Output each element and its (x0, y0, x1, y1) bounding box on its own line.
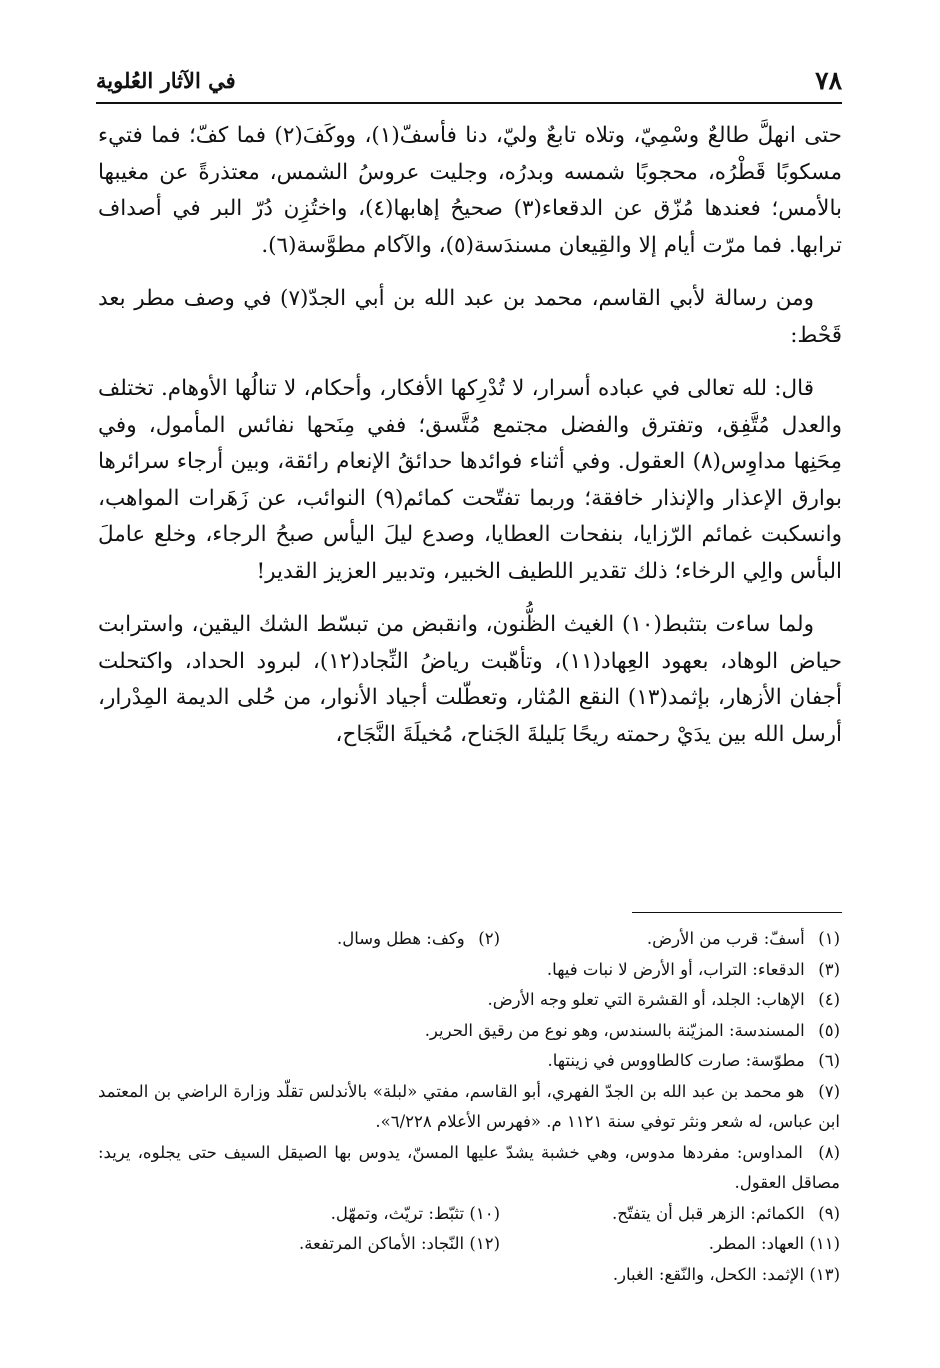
footnote-row (98, 1016, 840, 1047)
footnote-number: (٦) (818, 1051, 840, 1070)
footnote-number: (٣) (818, 959, 840, 979)
footnote-number: (١٢) (469, 1234, 500, 1253)
footnote-row (98, 1229, 840, 1260)
paragraph-3: قال: لله تعالى في عباده أسرار، لا تُدْرِكها الأفكار، وأحكام، لا تنالُها الأوهام. تختلف والعدل مُتَّفِق، وتفترق والفضل مجتمع مُتَّسق؛ ففي مِنَحها نفائس المأمول، وفي مِحَنِها مداوِس(٨) العقول. وفي أثناء فوائدها حدائقُ الإنعام رائقة، وبين أرجاء سرائرها بوارق الإعذار والإنذار خافقة؛ وربما تفتّحت كمائم(٩) النوائب، عن زَهَرات المواهب، وانسكبت غمائم الرّزايا، بنفحات العطايا، وصدع ليلَ اليأس صبحُ الرجاء، وخلع عاملَ البأس والِي الرخاء؛ ذلك تقدير اللطيف الخبير، وتدبير العزيز القدير! (98, 376, 842, 584)
footnote-separator (632, 912, 842, 913)
main-text (98, 118, 842, 753)
footnote-number: (٨) (818, 1142, 841, 1162)
footnote-row (98, 1046, 840, 1077)
footnote-row (98, 985, 840, 1016)
footnote-row (98, 955, 840, 986)
footnote-10 (98, 1199, 500, 1230)
footnote-8 (98, 1138, 840, 1199)
footnote-row (98, 924, 840, 955)
footnote-number: (٧) (818, 1081, 841, 1101)
footnote-6 (98, 1046, 840, 1077)
running-title: في الآثار العُلوية (96, 68, 236, 93)
footnote-number: (٢) (478, 929, 500, 948)
footnote-text: وكف: هطل وسال. (337, 929, 465, 948)
footnote-1 (500, 924, 840, 955)
footnote-row (98, 1077, 840, 1138)
footnote-number: (٤) (818, 990, 840, 1009)
page-header (96, 58, 842, 104)
footnote-text: مطوّسة: صارت كالطاووس في زينتها. (547, 1051, 805, 1070)
footnotes (98, 924, 840, 1290)
footnote-number: (١) (818, 929, 840, 948)
footnote-text: المسندسة: المزيّنة بالسندس، وهو نوع من رقيق الحرير. (424, 1020, 805, 1040)
footnote-number: (٩) (818, 1203, 840, 1223)
footnote-2 (98, 924, 500, 955)
footnote-number: (٥) (818, 1020, 840, 1040)
footnote-5 (98, 1016, 840, 1047)
page-number: ٧٨ (815, 66, 842, 95)
footnote-text: النّجاد: الأماكن المرتفعة. (298, 1234, 465, 1253)
footnote-9 (500, 1199, 840, 1230)
footnote-row (98, 1260, 840, 1291)
footnote-number: (١١) (809, 1234, 840, 1253)
footnote-row (98, 1199, 840, 1230)
footnote-row (98, 1138, 840, 1199)
footnote-13 (98, 1260, 840, 1291)
paragraph-4: ولما ساءت بتثبط(١٠) الغيث الظُّنون، وانقبض من تبسّط الشك اليقين، واسترابت حياض الوهاد، بعهود العِهاد(١١)، وتأهّبت رياضُ النِّجاد(١٢)، لبرود الحداد، واكتحلت أجفان الأزهار، بإثمد(١٣) النقع المُثار، وتعطّلت أجياد الأنوار، من حُلى الديمة المِدْرار، أرسل الله بين يدَيْ رحمته ريحًا بَليلةَ الجَناح، مُخيلَةَ النَّجَاح، (98, 612, 842, 747)
footnote-3 (98, 955, 840, 986)
footnote-7 (98, 1077, 840, 1138)
footnote-text: تثبّط: تريّث، وتمهّل. (330, 1203, 465, 1223)
footnote-text: المداوس: مفردها مدوس، وهي خشبة يشدّ عليها المسنّ، يدوس بها الصيقل السيف حتى يجلوه، يريد: مصاقل العقول. (98, 1142, 840, 1192)
footnote-number: (١٣) (809, 1264, 840, 1284)
footnote-text: الكمائم: الزهر قبل أن يتفتّح. (611, 1203, 805, 1223)
footnote-11 (500, 1229, 840, 1260)
footnote-text: أسفّ: قرب من الأرض. (646, 929, 805, 948)
footnote-text: هو محمد بن عبد الله بن الجدّ الفهري، أبو القاسم، مفتي «لبلة» بالأندلس تقلّد وزارة الراضي بن المعتمد ابن عباس، له شعر ونثر توفي سنة ١١٢١ م. «فهرس الأعلام ٦/٢٢٨». (98, 1081, 840, 1131)
footnote-text: الإثمد: الكحل، والنّقع: الغبار. (612, 1264, 805, 1284)
paragraph-1: حتى انهلَّ طالعٌ وسْمِيّ، وتلاه تابعٌ وليّ، دنا فأسفّ(١)، ووكَفَ(٢) فما كفّ؛ فما فتيء مسكوبًا قَطْرُه، محجوبًا شمسه وبدرُه، وجليت عروسُ الشمس، معتذرةً عن مغيبها بالأمس؛ فعندها مُزّق عن الدقعاء(٣) صحيحُ إهابها(٤)، واختُزِن دُرّ البر في أصداف ترابها. فما مرّت أيام إلا والقِيعان مسندَسة(٥)، والآكام مطوَّسة(٦). (98, 123, 843, 258)
footnote-number: (١٠) (469, 1203, 500, 1223)
footnote-12 (98, 1229, 500, 1260)
footnote-text: الدقعاء: التراب، أو الأرض لا نبات فيها. (546, 959, 805, 979)
paragraph-2: ومن رسالة لأبي القاسم، محمد بن عبد الله بن أبي الجدّ(٧) في وصف مطر بعد قَحْط: (98, 286, 842, 348)
footnote-4 (98, 985, 840, 1016)
footnote-text: العهاد: المطر. (708, 1234, 805, 1253)
footnote-text: الإهاب: الجلد، أو القشرة التي تعلو وجه الأرض. (487, 990, 805, 1009)
